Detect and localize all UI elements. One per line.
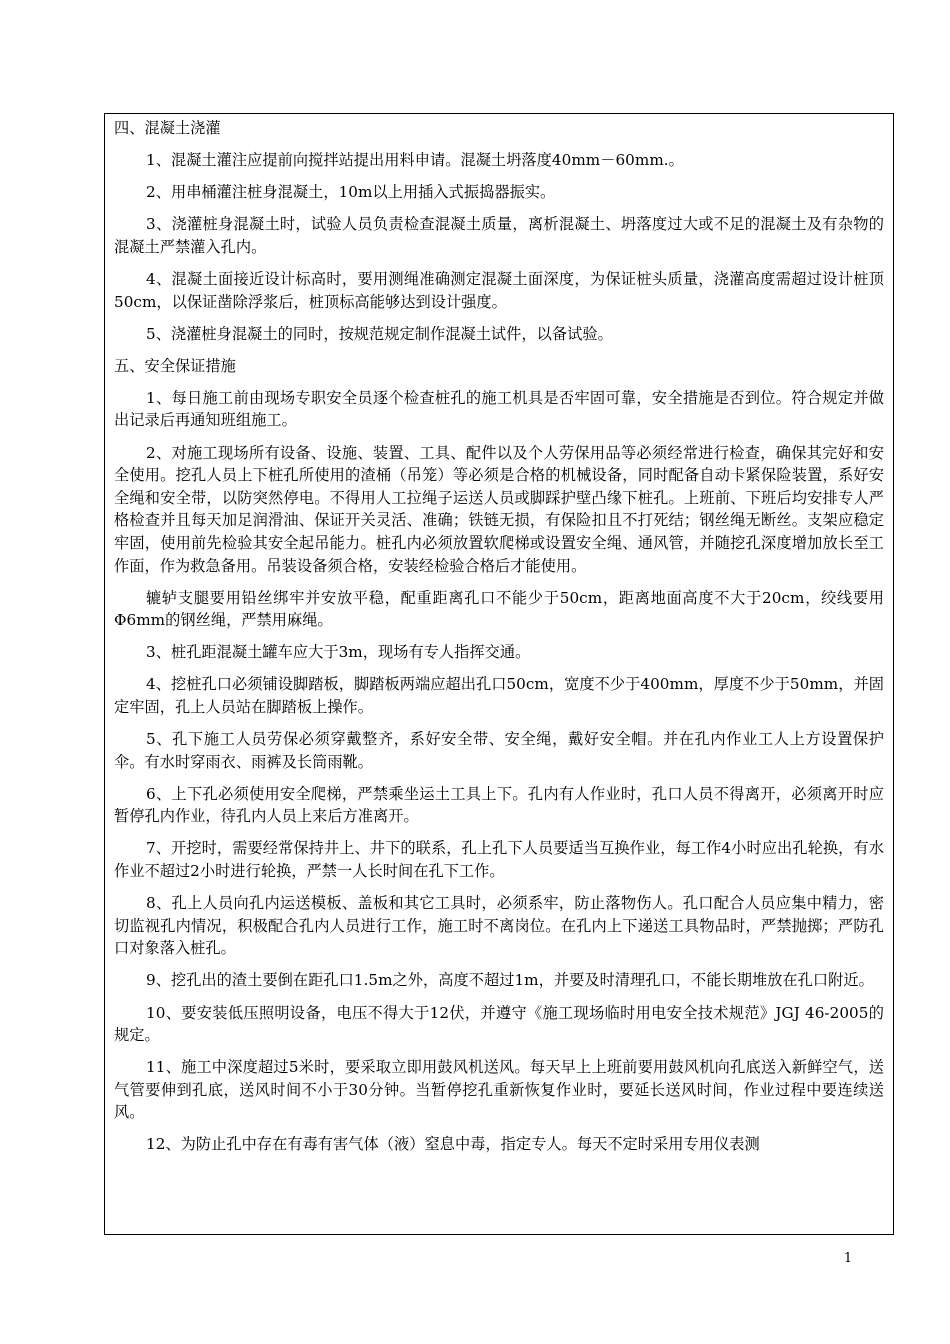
paragraph: 1、每日施工前由现场专职安全员逐个检查桩孔的施工机具是否牢固可靠，安全措施是否到位。符合规定并做出记录后再通知班组施工。: [114, 388, 884, 430]
paragraph: 2、用串桶灌注桩身混凝土，10m以上用插入式振捣器振实。: [146, 183, 556, 202]
paragraph: 4、挖桩孔口必须铺设脚踏板，脚踏板两端应超出孔口50cm，宽度不少于400mm，厚度不少于50mm，并固定牢固，孔上人员站在脚踏板上操作。: [114, 675, 884, 716]
paragraph: 11、施工中深度超过5米时，要采取立即用鼓风机送风。每天早上上班前要用鼓风机向孔底送入新鲜空气，送气管要伸到孔底，送风时间不小于30分钟。当暂停挖孔重新恢复作业时，要延长送风时间，作业过程中要连续送风。: [114, 1058, 884, 1122]
paragraph: 8、孔上人员向孔内运送模板、盖板和其它工具时，必须系牢，防止落物伤人。孔口配合人员应集中精力，密切监视孔内情况，积极配合孔内人员进行工作，施工时不离岗位。在孔内上下递送工具物品时，严禁抛掷；严防孔口对象落入桩孔。: [114, 894, 884, 958]
paragraph: 10、要安装低压照明设备，电压不得大于12伏，并遵守《施工现场临时用电安全技术规范》JGJ 46-2005的规定。: [114, 1003, 884, 1045]
paragraph: 1、混凝土灌注应提前向搅拌站提出用料申请。混凝土坍落度40mm－60mm.。: [146, 151, 684, 170]
paragraph: 3、桩孔距混凝土罐车应大于3m，现场有专人指挥交通。: [146, 643, 531, 662]
paragraph: 5、浇灌桩身混凝土的同时，按规范规定制作混凝土试件，以备试验。: [146, 324, 613, 343]
paragraph: 4、混凝土面接近设计标高时，要用测绳准确测定混凝土面深度，为保证桩头质量，浇灌高度需超过设计桩顶50cm，以保证凿除浮浆后，桩顶标高能够达到设计强度。: [114, 269, 884, 311]
section-heading-safety-measures: 五、安全保证措施: [114, 356, 236, 375]
paragraph: 3、浇灌桩身混凝土时，试验人员负责检查混凝土质量，离析混凝土、坍落度过大或不足的混凝土及有杂物的混凝土严禁灌入孔内。: [114, 215, 884, 256]
paragraph: 12、为防止孔中存在有毒有害气体（液）窒息中毒，指定专人。每天不定时采用专用仪表测: [146, 1135, 760, 1154]
paragraph: 5、孔下施工人员劳保必须穿戴整齐，系好安全带、安全绳，戴好安全帽。并在孔内作业工人上方设置保护伞。有水时穿雨衣、雨裤及长筒雨靴。: [114, 730, 884, 771]
document-table-cell: [104, 113, 894, 1235]
page-number: 1: [843, 1251, 853, 1266]
paragraph: 6、上下孔必须使用安全爬梯，严禁乘坐运土工具上下。孔内有人作业时，孔口人员不得离开，必须离开时应暂停孔内作业，待孔内人员上来后方准离开。: [114, 784, 884, 826]
paragraph: 9、挖孔出的渣土要倒在距孔口1.5m之外，高度不超过1m，并要及时清理孔口，不能长期堆放在孔口附近。: [146, 971, 874, 990]
section-heading-concrete-pouring: 四、混凝土浇灌: [114, 119, 221, 137]
paragraph: 7、开挖时，需要经常保持井上、井下的联系，孔上孔下人员要适当互换作业，每工作4小时应出孔轮换，有水作业不超过2小时进行轮换，严禁一人长时间在孔下工作。: [114, 839, 884, 881]
paragraph: 辘轳支腿要用铅丝绑牢并安放平稳，配重距离孔口不能少于50cm，距离地面高度不大于20cm，绞线要用Φ6mm的钢丝绳，严禁用麻绳。: [114, 588, 884, 630]
paragraph: 2、对施工现场所有设备、设施、装置、工具、配件以及个人劳保用品等必须经常进行检查，确保其完好和安全使用。挖孔人员上下桩孔所使用的渣桶（吊笼）等必须是合格的机械设备，同时配备自动卡紧保险装置，系好安全绳和安全带，以防突然停电。不得用人工拉绳子运送人员或脚踩护壁凸缘下桩孔。上班前、下班后均安排专人严格检查并且每天加足润滑油、保证开关灵活、准确；铁链无损，有保险扣且不打死结；钢丝绳无断丝。支架应稳定牢固，使用前先检验其安全起吊能力。桩孔内必须放置软爬梯或设置安全绳、通风管，并随挖孔深度增加放长至工作面，作为救急备用。吊装设备须合格，安装经检验合格后才能使用。: [114, 443, 884, 575]
document-body: [105, 114, 893, 1156]
